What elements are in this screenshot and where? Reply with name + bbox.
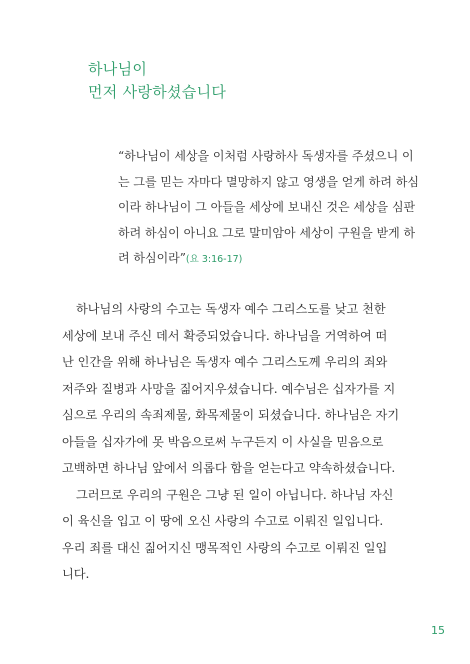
quote-line: 하려 하심이 아니요 그로 말미암아 세상이 구원을 받게 하: [118, 225, 416, 240]
paragraph-line: 우리 죄를 대신 짊어지신 맹목적인 사랑의 수고로 이뤄진 일입: [62, 540, 388, 555]
chapter-heading: [88, 58, 226, 104]
chapter-heading-line-2: 먼저 사랑하셨습니다: [88, 83, 227, 101]
chapter-heading-line-1: 하나님이: [88, 60, 148, 78]
paragraph-line: 저주와 질병과 사망을 짊어지우셨습니다. 예수님은 십자가를 지: [62, 381, 396, 396]
quote-line: “하나님이 세상을 이처럼 사랑하사 독생자를 주셨으니 이: [118, 149, 414, 163]
quote-line-text: 려 하심이라”: [118, 251, 186, 265]
quote-line: 는 그를 믿는 자마다 멸망하지 않고 영생을 얻게 하려 하심: [118, 174, 419, 189]
body-text: [62, 296, 402, 588]
paragraph-line: 아들을 십자가에 못 박음으로써 누구든지 이 사실을 믿음으로: [62, 434, 384, 449]
paragraph-line: 난 인간을 위해 하나님은 독생자 예수 그리스도께 우리의 죄와: [62, 355, 388, 369]
quote-line: 이라 하나님이 그 아들을 세상에 보내신 것은 세상을 심판: [118, 200, 416, 214]
quote-line-last: [118, 246, 408, 273]
paragraph-line: 니다.: [62, 567, 90, 581]
paragraph-line: 이 육신을 입고 이 땅에 오신 사랑의 수고로 이뤄진 일입니다.: [62, 514, 384, 528]
paragraph-line: 심으로 우리의 속죄제물, 화목제물이 되셨습니다. 하나님은 자기: [62, 408, 400, 422]
scripture-quote: [118, 144, 419, 273]
page-number: 15: [431, 624, 445, 637]
paragraph-line: 고백하면 하나님 앞에서 의롭다 함을 얻는다고 약속하셨습니다.: [62, 461, 396, 475]
paragraph-line: 하나님의 사랑의 수고는 독생자 예수 그리스도를 낮고 천한: [76, 302, 386, 316]
scripture-reference: (요 3:16-17): [185, 254, 243, 265]
paragraph-line: 그러므로 우리의 구원은 그냥 된 일이 아닙니다. 하나님 자신: [76, 487, 394, 502]
paragraph-line: 세상에 보내 주신 데서 확증되었습니다. 하나님을 거역하여 떠: [62, 328, 388, 343]
